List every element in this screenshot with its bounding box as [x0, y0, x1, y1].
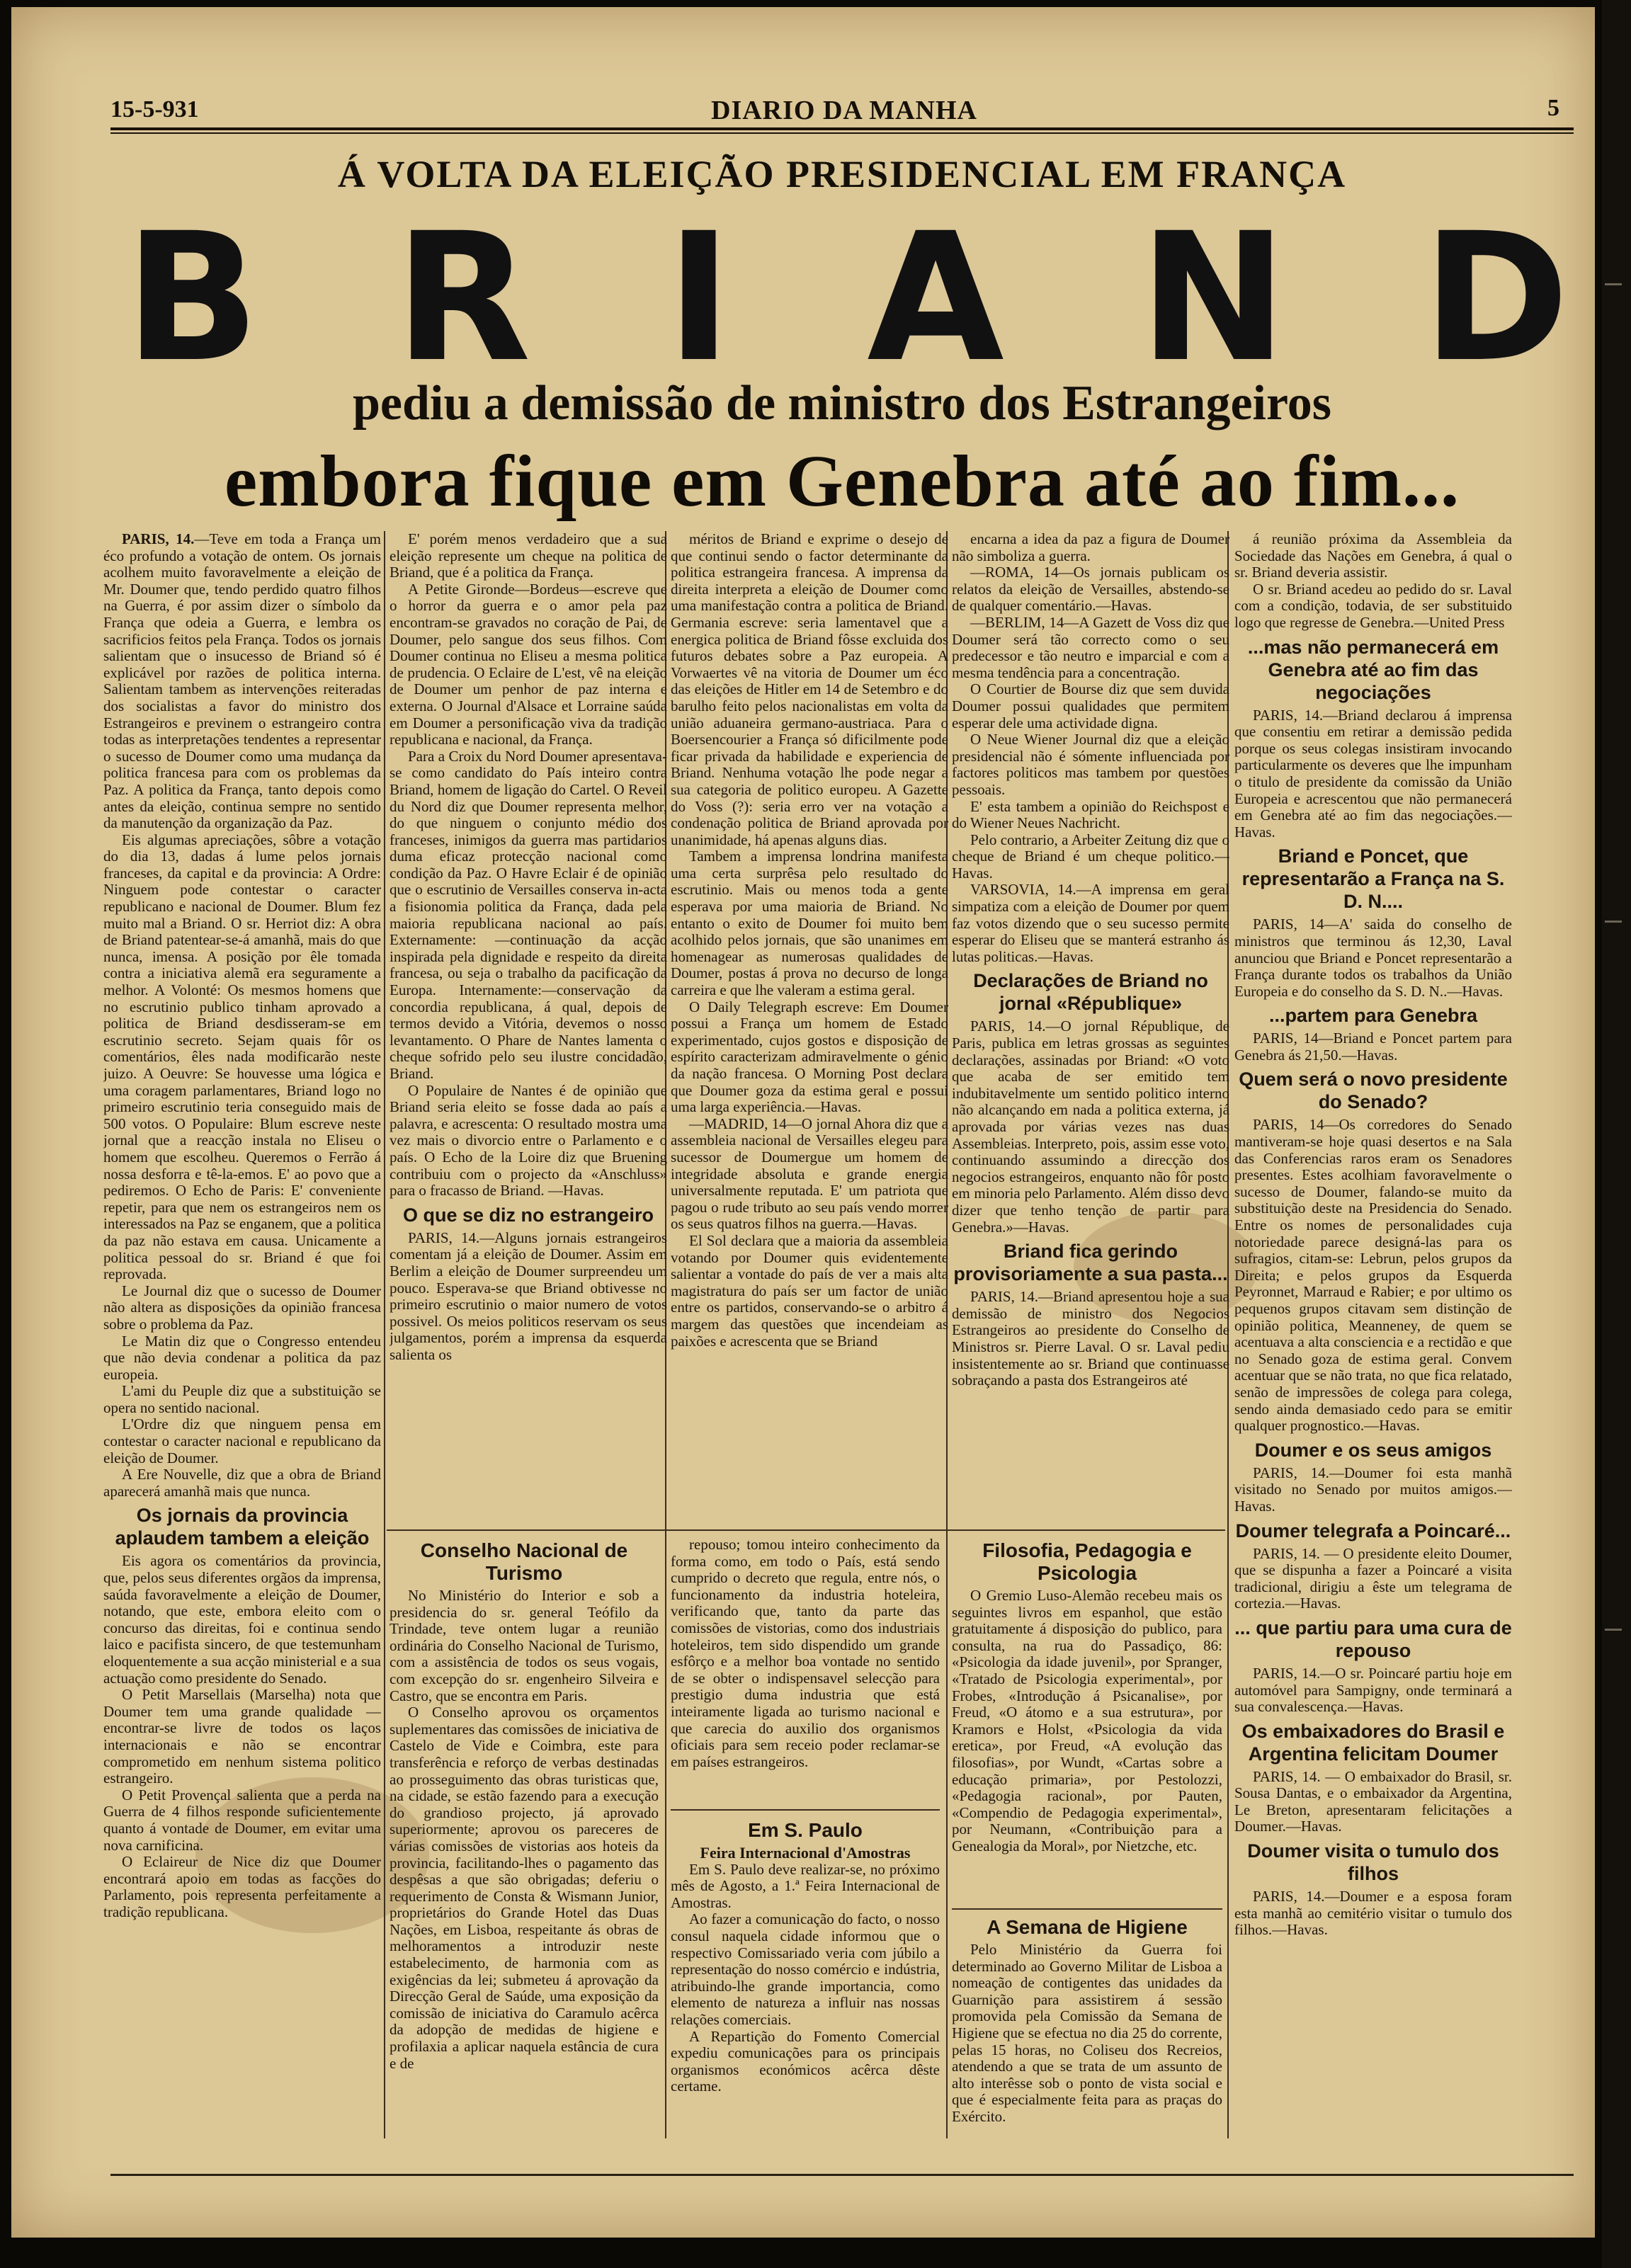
newspaper-page — [11, 7, 1595, 2238]
article-text: O Courtier de Bourse diz que sem duvida Doumer possui qualidades que permitem esperar dele uma actividade digna. — [952, 680, 1229, 731]
title-letter: A — [867, 195, 1004, 401]
article-text: —Teve em toda a França um éco profundo a votação de ontem. Os jornais acolhem muito favoravelmente a eleição de Mr. Doumer que, tendo perdido quatro filhos na Guerra, é por assim dizer o símbolo da França que odeia a Guerra, e lembra os sacrificios feitos pela França. Todos os jornais salientam que o insucesso de Briand só é explicável por razões de politica interna. Salientam tambem as intervenções reiteradas dos socialistas a favor do ministro dos Estrangeiros e previnem o estrangeiro contra todas as interpretações tendentes a representar o sucesso de Doumer como uma mudança da politica francesa para com os problemas da Paz. A politica da França, tanto depois como antes da eleição, continua sempre no sentido da manutenção da organização da Paz. — [103, 531, 381, 832]
page-bottom-rule — [110, 2174, 1574, 2176]
section-heading: Briand fica gerindo provisoriamente a sua pasta... — [953, 1241, 1228, 1285]
article-text: PARIS, 14.—Alguns jornais estrangeiros comentam já a eleição de Doumer. Assim em Berlim a eleição de Doumer surpreendeu um pouco. Esperava-se que Briand obtivesse no primeiro escrutinio o maior numero de votos possivel. Os meios politicos reservam os seus julgamentos, porém a imprensa da esquerda salienta os — [390, 1229, 667, 1363]
scan-edge-strip — [1602, 0, 1631, 2268]
article-text: PARIS, 14. — O presidente eleito Doumer, que se dispunha a fazer a Poincaré a visita tradicional, dirigiu a êste um telegrama de cortezia.—Havas. — [1234, 1544, 1512, 1612]
article-text: O Daily Telegraph escreve: Em Doumer possui a França um homem de Estado experimentado, cujos gostos e disposição de espírito caracterizam admiravelmente o génio da nação francesa. O Morning Post declara que Doumer goza da estima geral e possui uma larga experiência.—Havas. — [671, 998, 948, 1116]
article-text: O Neue Wiener Journal diz que a eleição presidencial não é sómente influenciada por factores politicos mas tambem por questões pessoais. — [952, 731, 1229, 798]
column-2 — [390, 531, 667, 1522]
article-text: PARIS, 14.—O jornal République, de Paris, publica em letras grossas as seguintes declarações, assinadas por Briand: «O voto que acaba de ser emitido tem indubitavelmente um sentido politico interno não alcançando em nada a politica externa, já aprovada por várias vezes nas duas Assembleias. Interpreto, pois, assim esse voto, continuando assumindo a direcção dos negocios estrangeiros, enquanto não fôr posto em minoria pelo Parlamento. Além disso devo dizer que tenho tenção de partir para Genebra.»—Havas. — [952, 1018, 1229, 1236]
subheading: Feira Internacional d'Amostras — [700, 1844, 911, 1862]
article-text: méritos de Briand e exprime o desejo de que continui sendo o factor determinante da politica estrangeira francesa. A imprensa da direita interpreta a eleição de Doumer como uma manifestação contra a politica de Briand. Germania escreve: seria lamentavel que a energica politica de Briand fôsse excluida dos futuros debates sobre a Paz europeia. A Vorwaertes vê na vitoria de Doumer um éco das eleições de Hitler em 14 de Setembro e do barulho feito pelos nacionalistas em volta da união aduaneira germano-austriaca. Para o Boersencourier a França só dificilmente pode ficar privada da habilidade e experiencia de Briand. Nenhuma votação lhe pode negar a sua categoria de politico europeu. A Gazette do Voss (?): seria erro ver na votação a condenação politica de Briand aprovada por unanimidade, há apenas alguns dias. — [671, 531, 948, 848]
column-5 — [1234, 531, 1512, 2153]
section-heading: Declarações de Briand no jornal «République» — [973, 970, 1208, 1015]
masthead-rule — [110, 127, 1574, 134]
section-heading: Os embaixadores do Brasil e Argentina felicitam Doumer — [1241, 1720, 1505, 1765]
article-text: Para a Croix du Nord Doumer apresentava-se como candidato do País inteiro contra Briand, homem de ligação do Cartel. O Reveil du Nord diz que Doumer representa melhor, do que ninguem o conjunto médio dos franceses, inimigos da guerra mas partidarios duma eficaz protecção nacional como condição da Paz. O Havre Eclair é de opinião que o escrutinio de Versailles conserva in-acta a fisionomia politica da França, dada pela maioria republicana nacional ao país. Externamente: —continuação da acção inspirada pela dignidade e respeito da direita francesa, ou seja o trabalho da pacificação da Europa. Internamente:—conservação da concordia republicana, á qual, depois de termos devido a Vitória, devemos o nosso levantamento. O Phare de Nantes lamenta o cheque sofrido pelo seu ilustre concidadão, Briand. — [390, 747, 667, 1082]
turismo-article-right — [671, 1537, 940, 1806]
section-heading: Doumer visita o tumulo dos filhos — [1247, 1840, 1499, 1885]
article-text: Eis agora os comentários da provincia, que, pelos seus diferentes orgãos da imprensa, saúda favoravelmente a eleição de Doumer, notando, que este, embora eleito com o concurso das direitas, foi e continua sendo laico e pacifista sincero, de que testemunham eloquentemente a sua acção ministerial e a sua actuação como presidente do Senado. — [103, 1552, 381, 1687]
article-text: El Sol declara que a maioria da assembleia votando por Doumer quis evidentemente salientar a vontade do país de ver a mais alta magistratura do país ser um factor de união entre os partidos, conservando-se o arbitro á margem das questões que incendeiam as paixões e acrescenta que se Briand — [671, 1231, 948, 1350]
article-text: Em S. Paulo deve realizar-se, no próximo mês de Agosto, a 1.ª Feira Internacional de Amostras. — [671, 1860, 940, 1911]
section-heading: ...mas não permanecerá em Genebra até ao fim das negociações — [1247, 636, 1499, 703]
article-text: Le Journal diz que o sucesso de Doumer não altera as disposições da opinião francesa sobre o problema da Paz. — [103, 1282, 381, 1333]
headline-title — [125, 195, 1569, 401]
article-text: Ao fazer a comunicação do facto, o nosso consul naquela cidade informou que o respectivo Comissariado veria com júbilo a representação do nosso comércio e indústria, atribuindo-lhe grande importancia, como elemento de natureza a influir nas nossas relações comerciais. — [671, 1910, 940, 2028]
title-letter: I — [666, 195, 732, 401]
section-divider — [952, 1908, 1222, 1910]
article-text: E' esta tambem a opinião do Reichspost e do Wiener Neues Nachricht. — [952, 797, 1229, 832]
article-text: E' porém menos verdadeiro que a sua eleição represente um cheque na politica de Briand, que é a politica da França. — [390, 531, 667, 581]
article-text: O Petit Marsellais (Marselha) nota que Doumer tem uma grande qualidade —encontrar-se livre de todos os laços internacionais e não se encontrar comprometido em nenhum sistema politico estrangeiro. — [103, 1686, 381, 1787]
section-heading: ...partem para Genebra — [1268, 1005, 1478, 1027]
page-number: 5 — [1547, 95, 1559, 121]
article-text: Pelo Ministério da Guerra foi determinado ao Governo Militar de Lisboa a nomeação de contigentes das unidades da Guarnição para assistirem á sessão promovida pela Comissão da Semana de Higiene que se efectua no dia 25 do corrente, pelas 15 horas, no Coliseu dos Recreios, atendendo a que se trata de um assunto de alto interêsse sob o ponto de vista social e que é especialmente feita para as praças do Exército. — [952, 1941, 1222, 2125]
section-heading: Briand e Poncet, que representarão a França na S. D. N.... — [1241, 845, 1505, 913]
section-heading: A Semana de Higiene — [987, 1916, 1188, 1938]
article-text: O Petit Provençal salienta que a perda na Guerra de 4 filhos responde suficientemente quanto á vontade de Doumer, em evitar uma nova carnificina. — [103, 1786, 381, 1854]
article-text: PARIS, 14—Os corredores do Senado mantiveram-se hoje quasi desertos e na Sala das Conferencias raros eram os Senadores presentes. Estes acolhiam favoravelmente o sucesso de Doumer, falando-se muito da substituição deste na Presidencia do Senado. Entre os nomes de personalidades cuja notoriedade parece designá-las para os sufragios, citam-se: Lebrun, pelos grupos da Direita; e pelos grupos da Esquerda Peyronnet, Marraud e Rabier; e por ultimo os pequenos grupos citavam sem distinção de opinião politica, Meanneney, de quem se acentuava a alta consciencia e a rectidão e que no Senado goza de estima geral. Convem acentuar que se não trata, no que fica relatado, senão de impressões de colega para colega, sendo ainda demasiado cedo para se emitir qualquer prognostico.—Havas. — [1234, 1116, 1512, 1435]
article-text: —MADRID, 14—O jornal Ahora diz que a assembleia nacional de Versailles elegeu para sucessor de Doumergue um homem de integridade absoluta e grande energia universalmente reputada. E' um patriota que pagou o rude tributo ao seu país vendo morrer os seus quatros filhos na guerra.—Havas. — [671, 1115, 948, 1233]
article-text: O sr. Briand acedeu ao pedido do sr. Laval com a condição, todavia, de ser substituido logo que regresse de Genebra.—United Press — [1234, 580, 1512, 631]
article-text: PARIS, 14.—Doumer foi esta manhã visitado no Senado por muitos amigos.—Havas. — [1234, 1464, 1512, 1515]
higiene-article — [952, 1913, 1222, 2147]
section-heading: Doumer e os seus amigos — [1254, 1439, 1492, 1461]
article-text: PARIS, 14.—O sr. Poincaré partiu hoje em automóvel para Sampigny, onde terminará a sua convalescença.—Havas. — [1234, 1664, 1512, 1716]
dateline: PARIS, 14. — [122, 531, 195, 547]
headline-subtitle: pediu a demissão de ministro dos Estrangeiros — [352, 376, 1332, 431]
spaulo-article — [671, 1816, 940, 2146]
column-4 — [952, 531, 1229, 1522]
section-heading: Em S. Paulo — [748, 1819, 863, 1841]
section-heading: O que se diz no estrangeiro — [402, 1204, 654, 1226]
section-heading: Conselho Nacional de Turismo — [420, 1539, 628, 1584]
article-text: PARIS, 14.—Briand apresentou hoje a sua demissão de ministro dos Negocios Estrangeiros ao presidente do Conselho de Ministros sr. Pierre Laval. O sr. Laval pediu insistentemente ao sr. Briand que continuasse sobraçando a pasta dos Estrangeiros até — [952, 1288, 1229, 1389]
article-text: O Conselho aprovou os orçamentos suplementares das comissões de iniciativa de Castelo de Vide e Coimbra, este para transferência e reforço de verbas destinadas ao prosseguimento das obras turisticas que, na cidade, se estão fazendo para a execução do grandioso projecto, já aprovado superiormente; aprovou os pareceres de várias comissões de vistorias aos hoteis da provincia, facilitando-lhes o pagamento das despêsas a que são obrigadas; deferiu o requerimento de Consta & Wismann Junior, proprietários do Grande Hotel das Duas Nações, em Lisboa, respeitante ás obras de melhoramentos a introduzir neste estabelecimento, de harmonia com as exigências da lei; submeteu á aprovação da Direcção Geral de Saúde, uma exposição da comissão de iniciativa do Caramulo acêrca da adopção de medidas de higiene e profilaxia a aplicar naquela estância de cura e de — [390, 1704, 659, 2072]
section-heading: ... que partiu para uma cura de repouso — [1234, 1617, 1512, 1661]
article-text: Le Matin diz que o Congresso entendeu que não devia condenar a politica da paz europeia. — [103, 1332, 381, 1383]
scan-mark — [1605, 921, 1622, 923]
article-text: Pelo contrario, a Arbeiter Zeitung diz que o cheque de Briand é um cheque politico.—Havas. — [952, 831, 1229, 882]
issue-date: 15-5-931 — [110, 96, 199, 122]
article-text: á reunião próxima da Assembleia da Sociedade das Nações em Genebra, á qual o sr. Briand deveria assistir. — [1234, 531, 1512, 581]
article-text: Eis algumas apreciações, sôbre a votação do dia 13, dadas á lume pelos jornais franceses, da capital e da provincia: A Ordre: Ninguem pode contestar o caracter republicano e nacional de Doumer. Blum fez muito mal a Briand. O sr. Herriot diz: A obra de Briand patentear-se-á amanhã, mais do que nunca, imensa. A posição por êle tomada contra a iniciativa alemã era seguramente a melhor. A Volonté: Os mesmos homens que no escrutinio publico tinham aprovado a politica de Briand desdisseram-se em escrutinio secreto. Sejam quais fôr os comentários, êles nada modificarão neste juizo. A Oeuvre: Se houvesse uma lógica e uma coragem parlamentares, Briand logo no primeiro escrutinio teria conseguido mais de 500 votos. O Populaire: Blum escreve neste jornal que a reacção instala no Eliseu o homem que escolheu. Queremos o Ferrão á nossa desforra e tê-la-emos. E' ao povo que a pediremos. O Echo de Paris: E' conveniente repetir, para que nem os estrangeiros nem os interessados na Paz se enganem, que a politica da paz não estava em causa. Unicamente a politica pessoal do sr. Briand é que foi reprovada. — [103, 831, 381, 1283]
column-3 — [671, 531, 948, 1522]
newspaper-name: DIARIO DA MANHA — [711, 96, 977, 125]
article-text: PARIS, 14.—Briand declarou á imprensa que consentiu em retirar a demissão pedida porque os seus colegas insistiram invocando particularmente os deveres que lhe impunham o titulo de presidente da comissão da União Europeia e acrescentou que não permanecerá em Genebra até ao fim das negociações.—Havas. — [1234, 706, 1512, 840]
article-text: O Populaire de Nantes é de opinião que Briand seria eleito se fosse dada ao país a palavra, e acrescenta: O resultado mostra uma vez mais o divorcio entre o Parlamento e o país. O Echo de la Loire diz que Bruening contribuiu com o projecto da «Anschluss» para o fracasso de Briand. —Havas. — [390, 1081, 667, 1199]
article-text: PARIS, 14.—Doumer e a esposa foram esta manhã ao cemitério visitar o tumulo dos filhos.—Havas. — [1234, 1888, 1512, 1939]
title-letter: D — [1422, 195, 1569, 401]
article-text: A Repartição do Fomento Comercial expediu comunicações para os principais organismos económicos acêrca dêste certame. — [671, 2027, 940, 2095]
article-text: repouso; tomou inteiro conhecimento da forma como, em todo o País, está sendo cumprido o decreto que regula, entre nós, o funcionamento da industria hoteleira, verificando que, tanto da parte das comissões de vistorias, como dos industriais hoteleiros, tem sido dispendido um grande esfôrço e a melhor boa vontade no sentido de se obter o indispensavel selecção para prestigio duma industria que está inteiramente ligada ao turismo nacional e que carecia do auxilio dos organismos oficiais para sem receio poder reclamar-se em países estrangeiros. — [671, 1537, 940, 1770]
turismo-article-left — [390, 1537, 659, 2146]
article-text: O Gremio Luso-Alemão recebeu mais os seguintes livros em espanhol, que estão gratuitamente á disposição do publico, para consulta, na rua do Passadiço, 86: «Psicologia da idade juvenil», por Spranger, «Tratado de Psicologia experimental», por Frobes, «Introdução á Psicanalise», por Freud, «O átomo e a sua estrutura», por Kramors e Holst, «Psicologia da vida eretica», por Freud, «A evolução das filosofias», por Wundt, «Cartas sobre a educação primaria», por Pestolozzi, «Pedagogia racional», por Pauten, «Compendio de Pedagogia experimental», por Neumann, «Contribuição para a Genealogia da Moral», por Nietzche, etc. — [952, 1587, 1222, 1854]
article-text: PARIS, 14—A' saida do conselho de ministros que terminou ás 12,30, Laval anunciou que Briand e Poncet representarão a França durante todos os trabalhos da União Europeia e do conselho da S. D. N..—Havas. — [1234, 916, 1512, 1000]
title-letter: N — [1139, 195, 1288, 401]
article-text: PARIS, 14. — O embaixador do Brasil, sr. Sousa Dantas, e o embaixador da Argentina, Le Breton, apresentaram felicitações a Doumer.—Havas. — [1234, 1767, 1512, 1835]
filosofia-article — [952, 1537, 1222, 1905]
headline-kicker: Á VOLTA DA ELEIÇÃO PRESIDENCIAL EM FRANÇA — [337, 153, 1347, 195]
article-text: O Eclaireur de Nice diz que Doumer encontrará apoio em todas as facções do Parlamento, pois representa perfeitamente a tradição republicana. — [103, 1853, 381, 1920]
section-heading: Quem será o novo presidente do Senado? — [1239, 1069, 1508, 1113]
article-text: L'Ordre diz que ninguem pensa em contestar o caracter nacional e republicano da eleição de Doumer. — [103, 1415, 381, 1466]
section-divider — [671, 1809, 940, 1811]
title-letter: R — [394, 195, 531, 401]
article-text: encarna a idea da paz a figura de Doumer não simboliza a guerra. — [952, 531, 1229, 564]
article-text: A Petite Gironde—Bordeus—escreve que o horror da guerra e o amor pela paz encontram-se gravados no coração de Pai, de Doumer, pelo sangue dos seus filhos. Com Doumer continua no Eliseu a mesma politica de prudencia. O Eclaire de L'est, vê na eleição de Doumer um penhor de paz interna e externa. O Journal d'Alsace et Lorraine saúda em Doumer a personificação viva da tradição republicana e nacional, da França. — [390, 580, 667, 748]
scan-mark — [1605, 1629, 1622, 1631]
section-heading: Filosofia, Pedagogia e Psicologia — [982, 1539, 1192, 1584]
article-text: —ROMA, 14—Os jornais publicam os relatos da eleição de Versailles, abstendo-se de qualquer comentário.—Havas. — [952, 564, 1229, 615]
section-heading: Os jornais da provincia aplaudem tambem a eleição — [115, 1505, 370, 1549]
section-heading: Doumer telegrafa a Poincaré... — [1235, 1520, 1511, 1542]
article-text: PARIS, 14—Briand e Poncet partem para Genebra ás 21,50.—Havas. — [1234, 1030, 1512, 1064]
article-text: A Ere Nouvelle, diz que a obra de Briand aparecerá amanhã mais que nunca. — [103, 1466, 381, 1500]
column-1 — [103, 531, 381, 2153]
article-text: VARSOVIA, 14.—A imprensa em geral simpatiza com a eleição de Doumer por quem faz votos dizendo que o seu sucesso permite esperar do Eliseu que se manterá estranho ás lutas politicas.—Havas. — [952, 881, 1229, 965]
headline-subtitle-2: embora fique em Genebra até ao fim... — [225, 440, 1460, 522]
article-text: No Ministério do Interior e sob a presidencia do sr. general Teófilo da Trindade, teve ontem lugar a reunião ordinária do Conselho Nacional de Turismo, com a assistência de todos os seus vogais, com excepção do sr. engenheiro Silveira e Castro, que se encontra em Paris. — [390, 1587, 659, 1704]
article-text: Tambem a imprensa londrina manifesta uma certa surprêsa pelo resultado do escrutinio. Mais ou menos toda a gente esperava por uma maioria de Briand. No entanto o exito de Doumer foi muito bem acolhido pelos jornais, que são unanimes em homenagear as numerosas qualidades de Doumer, postas á prova no decurso de longa carreira e que lhe valeram a estima geral. — [671, 848, 948, 999]
section-divider — [387, 1529, 1225, 1531]
scan-mark — [1605, 283, 1622, 285]
article-text: L'ami du Peuple diz que a substituição se opera no sentido nacional. — [103, 1382, 381, 1416]
title-letter: B — [125, 195, 260, 401]
column-divider — [384, 531, 385, 2138]
article-text: —BERLIM, 14—A Gazett de Voss diz que Doumer será tão correcto como o seu predecessor e tão neutro e imparcial e com a mesma tendência para a concentração. — [952, 613, 1229, 681]
